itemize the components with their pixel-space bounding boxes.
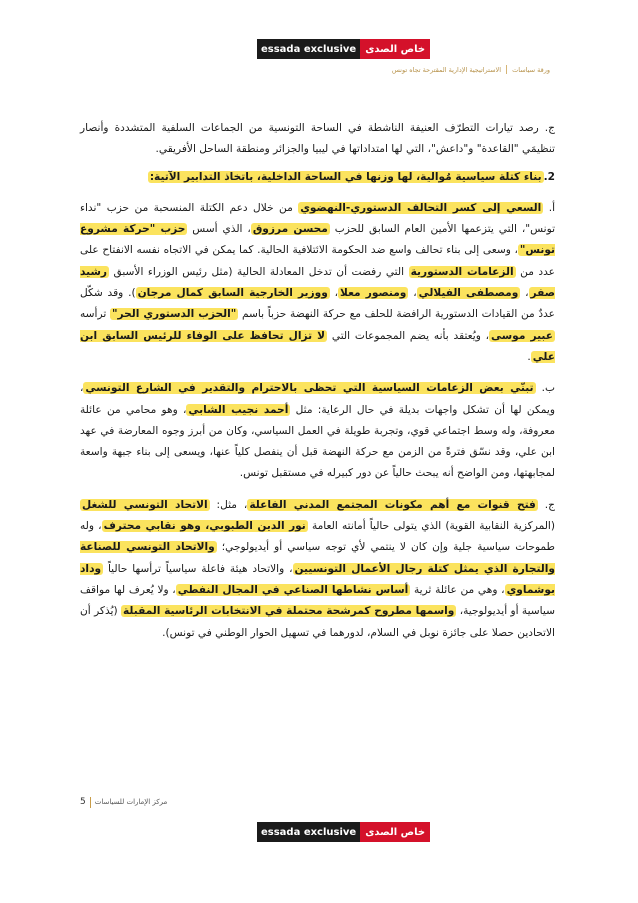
text-run: من خلال دعم الكتلة المنسحبة من حزب "نداء تونس"، التي يتزعمها الأمين العام السابق للحزب bbox=[80, 201, 556, 236]
text-run: (المركزية النقابية القوية) الذي يتولى حالياً أمانته العامة bbox=[307, 520, 556, 533]
highlight: الاتحاد التونسي للشغل bbox=[82, 498, 208, 511]
highlight: فتح قنوات مع أهم مكونات المجتمع المدني الفاعلة bbox=[249, 498, 536, 511]
text-run: ، والاتحاد هيئة فاعلة سياسياً ترأسها حالياً bbox=[103, 562, 293, 575]
text-run: ، bbox=[329, 287, 339, 300]
paragraph-c bbox=[80, 118, 555, 161]
highlight: ووزير الخارجية السابق كمال مرجان bbox=[137, 287, 328, 300]
brand-logo-latin: essada exclusive bbox=[257, 39, 360, 59]
text-run: ). وقد شكّل عددٌ من القيادات الدستورية الرافضة للحلف مع حركة النهضة حزباً باسم bbox=[80, 287, 555, 321]
section-heading bbox=[80, 167, 555, 188]
text-run: التي رفضت أن تدخل المعادلة الحالية (مثل رئيس الوزراء الأسبق bbox=[108, 265, 409, 278]
highlight: أحمد نجيب الشابي bbox=[188, 403, 289, 416]
brand-logo bbox=[257, 39, 426, 59]
highlight: السعي إلى كسر التحالف الدستوري-النهضوي bbox=[300, 201, 542, 214]
page-footer bbox=[80, 794, 170, 810]
text-run: ، وسعى إلى بناء تحالف واسع ضد الحكومة الائتلافية الحالية. كما يمكن في الاتجاه نفسه الانفتاح على عدد من bbox=[80, 244, 556, 278]
brand-logo-arabic: خاص الصدى bbox=[360, 822, 430, 842]
highlight: ومنصور معلا bbox=[340, 287, 407, 300]
highlight: لا تزال تحافظ على الوفاء للرئيس السابق ابن علي bbox=[80, 329, 555, 363]
text-run: ، الذي أسس bbox=[187, 223, 251, 236]
text-run: ، مثل: bbox=[209, 498, 248, 511]
item-a bbox=[80, 198, 555, 368]
header-series: ورقة سياسات bbox=[512, 66, 550, 74]
page-number: 5 bbox=[80, 797, 86, 807]
highlight: عبير موسى bbox=[491, 329, 553, 342]
highlight: أساس نشاطها الصناعي في المجال النفطي bbox=[177, 583, 409, 596]
highlight: ومصطفى الفيلالي bbox=[418, 287, 519, 300]
brand-logo-footer bbox=[257, 822, 426, 842]
header-separator: | bbox=[505, 65, 509, 75]
item-c bbox=[80, 495, 555, 644]
text-run: ، ويمكن لها أن تشكل واجهات بديلة في حال الرعاية: مثل bbox=[80, 382, 555, 416]
highlight: رشيد صفر bbox=[80, 265, 555, 300]
highlight: الزعامات الدستورية bbox=[410, 265, 514, 278]
section-number: 2. bbox=[543, 170, 555, 183]
document-body bbox=[80, 118, 555, 654]
brand-logo-arabic: خاص الصدى bbox=[360, 39, 430, 59]
page-header bbox=[380, 62, 550, 78]
brand-logo-latin: essada exclusive bbox=[257, 822, 360, 842]
item-b bbox=[80, 378, 555, 484]
highlight: حزب "حركة مشروع تونس" bbox=[80, 223, 555, 257]
highlight: محسن مرزوق bbox=[252, 223, 328, 236]
text-run: ، وله طموحات سياسية جلية وإن كان لا ينتمي لأي توجه سياسي أو أيديولوجي؛ bbox=[80, 520, 555, 554]
highlight: والاتحاد التونسي للصناعة والتجارة الذي يمثل كتلة رجال الأعمال التونسيين bbox=[80, 541, 555, 575]
highlight: نور الدين الطبوبي، وهو نقابي محترف bbox=[103, 520, 306, 533]
footer-center-name: مركز الإمارات للسياسات bbox=[94, 798, 168, 806]
text-run: ، وهي من عائلة ثرية bbox=[410, 583, 505, 596]
item-label: ج. bbox=[544, 498, 555, 511]
header-title: الاستراتيجية الإدارية المقترحة تجاه تونس bbox=[391, 66, 502, 74]
text-run: ، ولا يُعرف لها مواقف سياسية أو أيديولوجية، bbox=[80, 583, 555, 618]
text-run: ، ويُعتقد بأنه يضم المجموعات التي bbox=[327, 329, 490, 342]
text-run: . bbox=[527, 350, 531, 363]
paragraph-text: رصد تيارات التطرّف العنيفة الناشطة في الساحة التونسية من الجماعات السلفية المتشددة وأنصار تنظيمَي "القاعدة" و"داعش"، التي لها امتداداتها في ليبيا والجزائر ومنطقة الساحل الأفريقي. bbox=[80, 122, 555, 156]
highlight: تبنّي بعض الزعامات السياسية التي تحظى بالاحترام والتقدير في الشارع التونسي bbox=[85, 382, 534, 395]
text-run: ، bbox=[408, 287, 417, 300]
section-title: بناء كتلة سياسية مُوالية، لها وزنها في الساحة الداخلية، باتخاذ التدابير الآتية: bbox=[149, 170, 542, 183]
item-label: ب. bbox=[541, 382, 555, 395]
text-run: ، bbox=[520, 287, 529, 300]
highlight: "الحزب الدستوري الحر" bbox=[111, 308, 237, 321]
item-label: أ. bbox=[548, 201, 556, 214]
text-run: ، وهو محامي من عائلة معروفة، وله وسط اجتماعي قوي، وتجربة طويلة في العمل السياسي، وكان من أبرز وجوه المعارضة في عهد ابن علي، وقد نسّق فترةً من الزمن مع حركة النهضة قبل أن ينفصل كلياً عنها، ويسعى إلى بناء جبهة واسعة لمجابهتها، ومن الواضح أنه يبحث حالياً عن دور كبيرله في مستقبل تونس. bbox=[80, 403, 555, 480]
text-run: ترأسه bbox=[80, 308, 110, 321]
highlight: وداد بوشماوي bbox=[80, 562, 555, 596]
footer-separator bbox=[90, 797, 91, 808]
highlight: واسمها مطروح كمرشحة محتملة في الانتخابات الرئاسية المقبلة bbox=[123, 605, 455, 618]
text-run: (يُذكر أن الاتحادين حصلا على جائزة نوبل في السلام، لدورهما في تسهيل الحوار الوطني في تونس). bbox=[80, 605, 555, 639]
item-label: ج. bbox=[544, 122, 556, 134]
